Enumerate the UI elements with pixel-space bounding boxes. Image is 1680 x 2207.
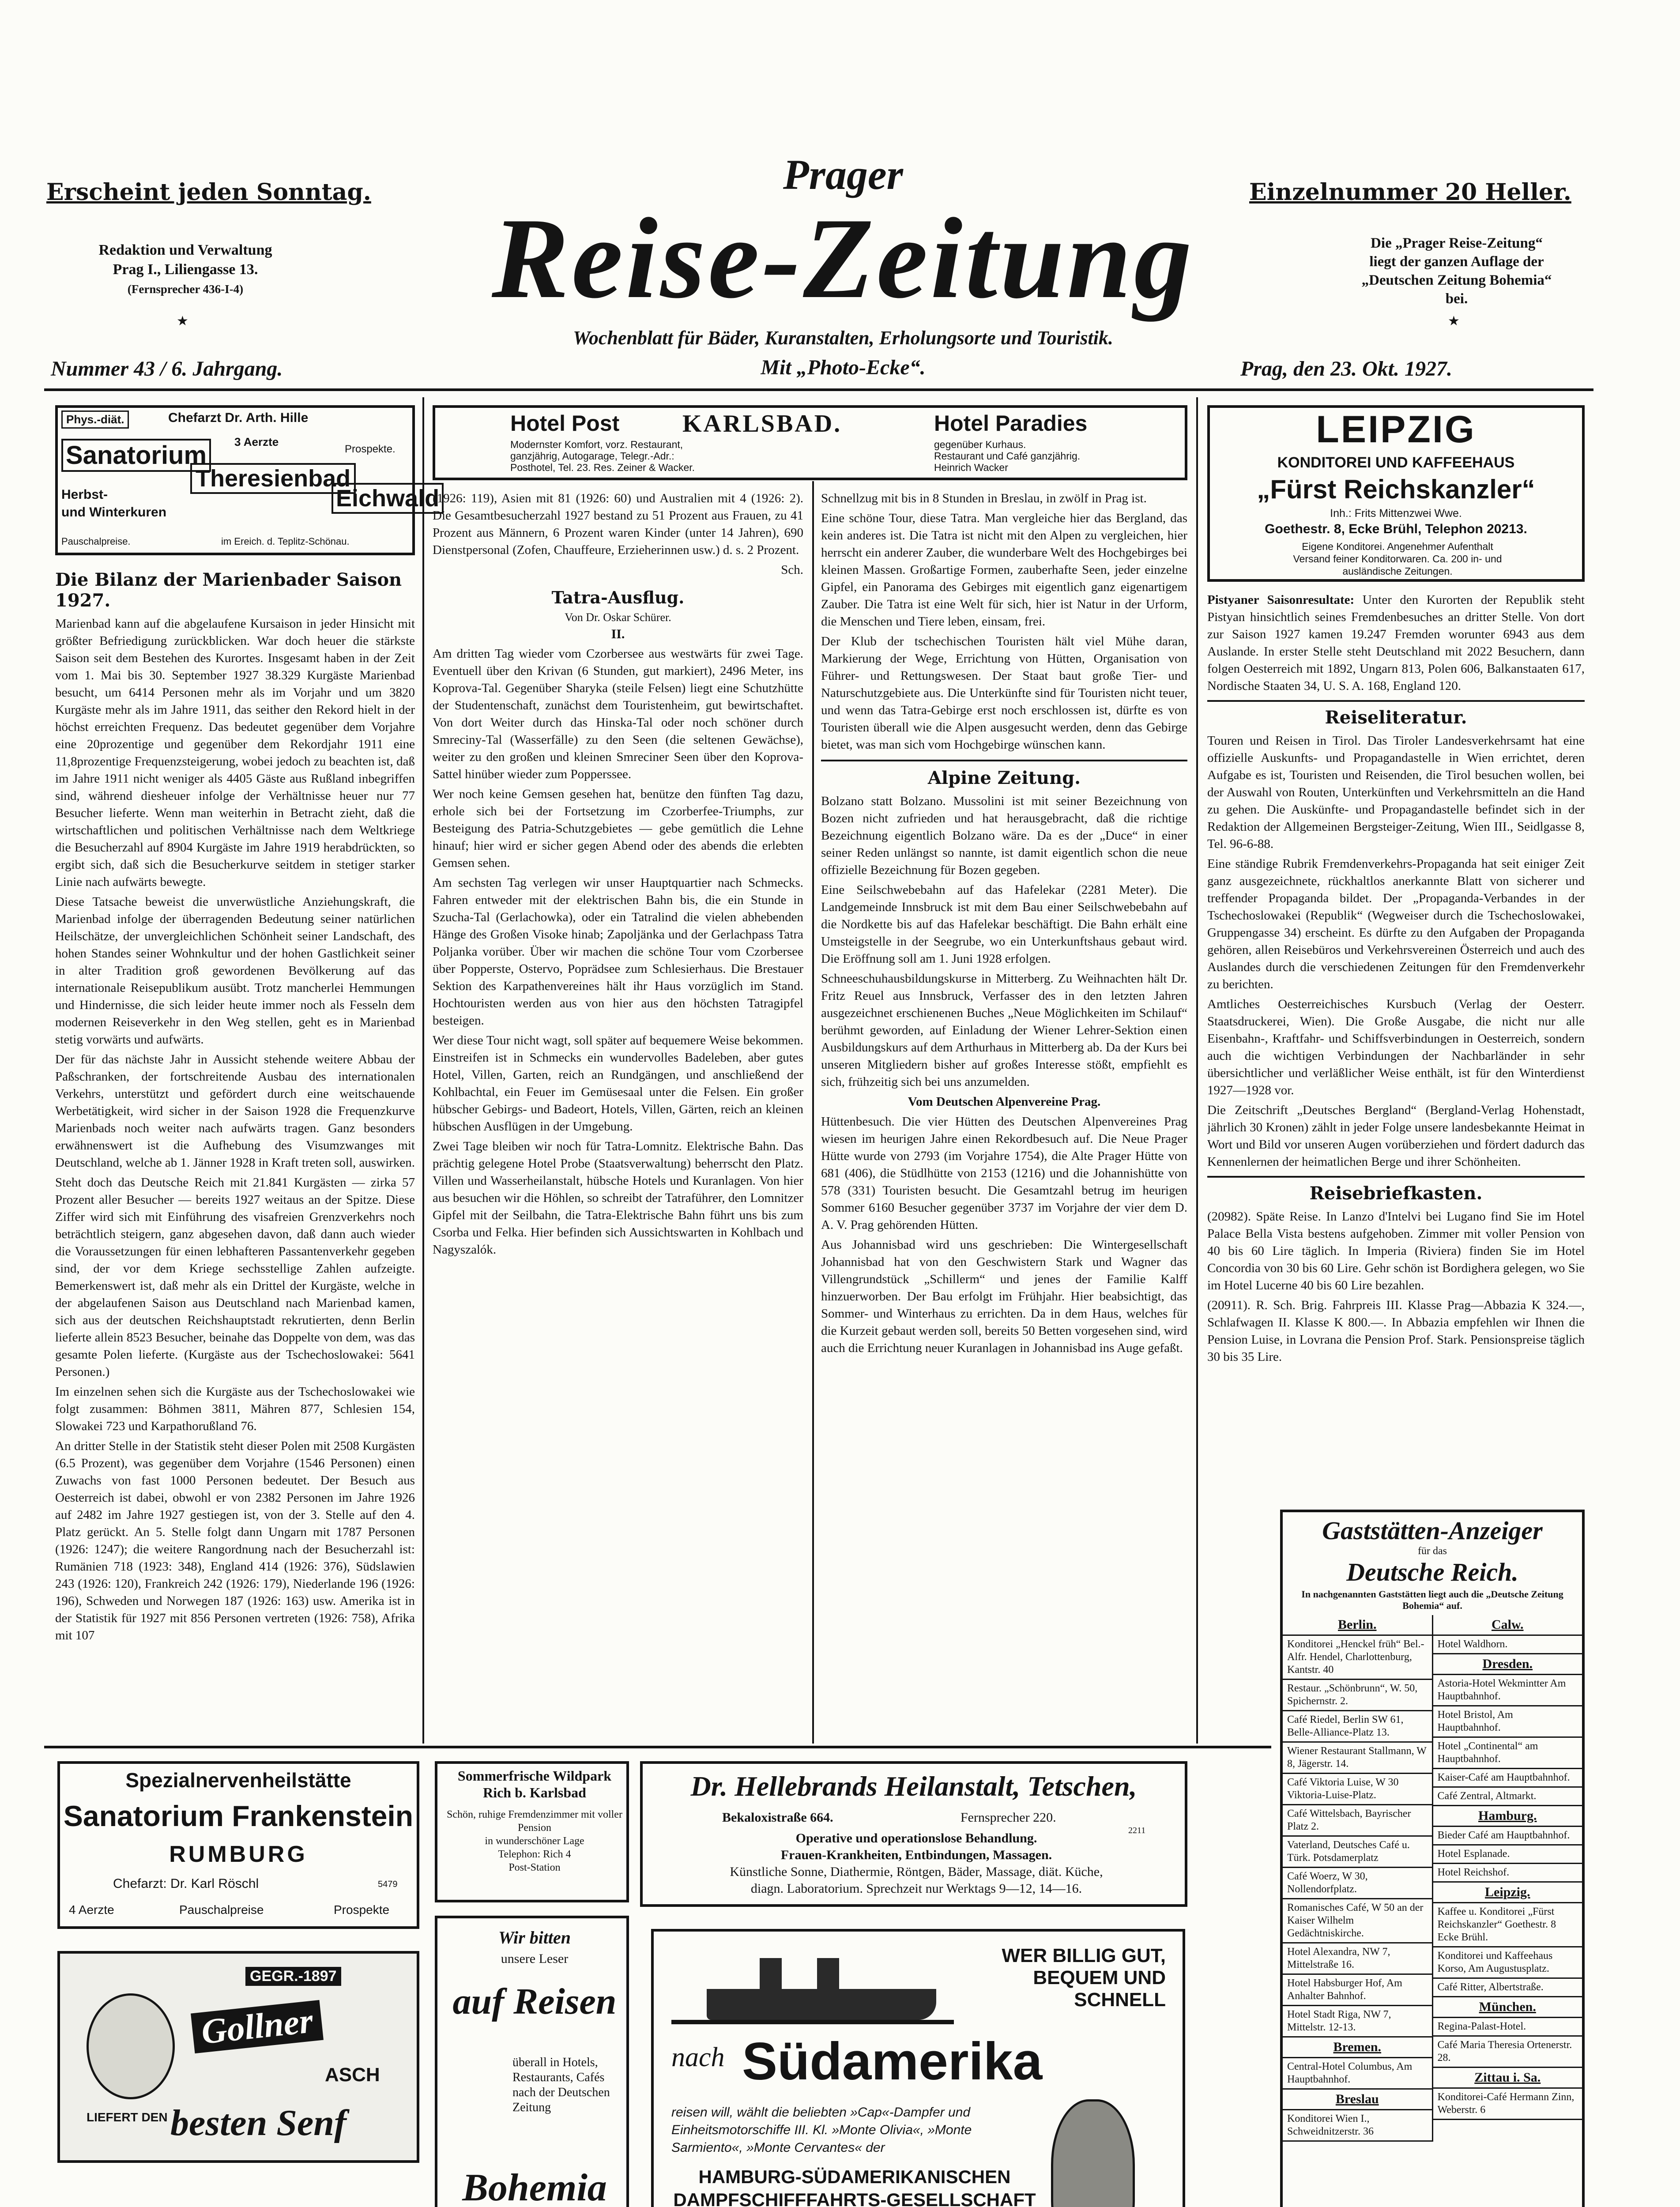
- gast-entry: Hotel Bristol, Am Hauptbahnhof.: [1433, 1706, 1582, 1738]
- address-line: (Fernsprecher 436-I-4): [127, 282, 244, 296]
- inline-heading: Pistyaner Saisonresultate:: [1207, 593, 1355, 607]
- gast-city-heading: Leipzig.: [1433, 1883, 1582, 1903]
- ad-hille-sanatorium: [55, 405, 440, 555]
- gast-entry: Hotel Waldhorn.: [1433, 1636, 1582, 1654]
- paragraph: Eine schöne Tour, diese Tatra. Man vergleiche hier das Bergland, das kein anderes ist. Die Tatra ist nicht mit den Alpen zu vergleichen, hier herrscht ein anderer Zauber, die wunderbare Welt des Hochgebirges bei kleinen Massen. Großartige Formen, zauberhafte Seen, jeder einzelne Gipfel, ein Panorama des Gebirges mit eigentlich ganz eigenartigem Zauber. Die Tatra ist eine Welt für sich, hier ist Natur in der Urform, die Menschen und Tiere leben, einsam, frei.: [821, 511, 1187, 629]
- ad-line: Posthotel, Tel. 23. Res. Zeiner & Wacker.: [510, 462, 695, 473]
- gast-entry: Hotel Esplanade.: [1433, 1845, 1582, 1864]
- ad-gollner-since: GEGR.-1897: [245, 1967, 341, 1986]
- gast-entry: Hotel Alexandra, NW 7, Mittelstraße 16.: [1283, 1943, 1432, 1975]
- gast-entry: Astoria-Hotel Wekmintter Am Hauptbahnhof.: [1433, 1675, 1582, 1706]
- ad-wildpark-lines: [442, 1808, 627, 1874]
- gast-entry: Kaffee u. Konditorei „Fürst Reichskanzler“ Goethestr. 8 Ecke Brühl.: [1433, 1903, 1582, 1947]
- ad-hotel-post-text-right: [934, 439, 1080, 473]
- paragraph: Am dritten Tag wieder vom Czorbersee aus westwärts für zwei Tage. Eventuell über den Krivan (6 Stunden, gut markiert), 2496 Meter, ins Koprova-Tal. Gegenüber Sharyka (steile Felsen) liegt eine Schutzhütte der Studentenschaft, zunächst dem Touristenheim, gut bewirtschaftet. Von dort Weiter durch das Hinska-Tal oder noch schöner durch Smreciny-Tal (Wasserfälle) zu den Seen (die seltenen Gewächse), weiter zu den großen und kleinen Smreciner Seen über den Koprova-Sattel hinüber wieder zum Popperssee.: [433, 647, 803, 781]
- ship-icon: [671, 1958, 954, 2024]
- note-line: Die „Prager Reise-Zeitung“: [1371, 235, 1543, 251]
- ad-bohemia-t4: überall in Hotels, Restaurants, Cafés nach der Deutschen Zeitung: [512, 2056, 610, 2114]
- ad-hellebrand: [640, 1761, 1187, 1907]
- gast-reich: Deutsche Reich.: [1346, 1558, 1518, 1586]
- ad-leipzig-title: LEIPZIG: [1316, 408, 1476, 451]
- column-divider: [812, 481, 814, 1744]
- gast-entry: Bieder Café am Hauptbahnhof.: [1433, 1827, 1582, 1845]
- lit-body: [1207, 732, 1585, 1171]
- ad-hell-lines: [652, 1830, 1181, 1897]
- brief-body: [1207, 1208, 1585, 1366]
- gast-entry: Hotel Reichshof.: [1433, 1864, 1582, 1883]
- note-line: liegt der ganzen Auflage der: [1369, 254, 1544, 270]
- gast-note: In nachgenannten Gaststätten liegt auch die „Deutsche Zeitung Bohemia“ auf.: [1301, 1589, 1563, 1611]
- ad-line: Sarmiento«, »Monte Cervantes« der: [671, 2140, 885, 2155]
- ad-line: Künstliche Sonne, Diathermie, Röntgen, Bäder, Massage, diät. Küche,: [730, 1864, 1103, 1879]
- ad-line: Modernster Komfort, vorz. Restaurant,: [510, 439, 683, 450]
- gast-entry: Café Zentral, Altmarkt.: [1433, 1788, 1582, 1806]
- star-left: ★: [177, 313, 188, 329]
- right-note: [1333, 234, 1580, 308]
- left-top-line: Erscheint jeden Sonntag.: [46, 179, 371, 206]
- issue-number: Nummer 43 / 6. Jahrgang.: [51, 357, 283, 380]
- paragraph: Schneeschuhausbildungskurse in Mitterberg. Zu Weihnachten hält Dr. Fritz Reuel aus Innsbruck, Verfasser des in den letzten Jahren ausgezeichnet erschienenen Buches „Neue Möglichkeiten im Schilauf“ berühmt geworden, auf Einladung der Wiener Lehrer-Sektion einen Ausbildungskurs auf dem Arthurhaus in Mitterberg ab. Da der Kurs bei unseren Mitgliedern bisher auf großes Interesse stößt, empfiehlt es sich, frühzeitig sich bei uns anzumelden.: [821, 972, 1187, 1089]
- ad-bohemia-t1: Wir bitten: [498, 1928, 571, 1947]
- ad-frank-place: RUMBURG: [169, 1842, 308, 1867]
- gast-fuer: für das: [1418, 1545, 1447, 1557]
- gast-entry: Restaur. „Schönbrunn“, W. 50, Spichernstr. 2.: [1283, 1680, 1432, 1711]
- paragraph: Eine Seilschwebebahn auf das Hafelekar (2281 Meter). Die Landgemeinde Innsbruck ist mit dem Bau einer Seilschwebebahn auf die Nordkette bis auf das Hafelekar beschäftigt. Die Bahn erhält eine Umsteigstelle in der Seegrube, wo ein Unterkunftshaus gebaut wird. Die Eröffnung soll am 1. Juni 1928 erfolgen.: [821, 883, 1187, 966]
- gast-entry: Hotel „Continental“ am Hauptbahnhof.: [1433, 1738, 1582, 1769]
- paragraph: Aus Johannisbad wird uns geschrieben: Die Wintergesellschaft Johannisbad hat von den Geschwistern Stark und Wagner das Villengrundstück „Schillerm“ und jenes der Familie Kalff hinzuerworben. Der Bau erfolgt im Frühjahr. Hier beabsichtigt, das Sommer- und Winterhaus zu errichten. Da in dem Haus, welches für die Kurzeit gebaut werden soll, bereits 50 Betten vorgesehen sind, wird auch die Errichtung neuer Kuranlagen in Johannisbad ins Auge gefaßt.: [821, 1238, 1187, 1355]
- paragraph: Schnellzug mit bis in 8 Stunden in Breslau, in zwölf in Prag ist.: [821, 491, 1147, 505]
- gast-city-heading: Dresden.: [1433, 1654, 1582, 1675]
- ad-hell-num: 2211: [1128, 1826, 1146, 1835]
- subheading: Vom Deutschen Alpenvereine Prag.: [908, 1095, 1101, 1109]
- ad-hille-prospekte: Prospekte.: [345, 443, 396, 455]
- ad-line: Operative und operationslose Behandlung.: [795, 1831, 1037, 1845]
- ad-sued-company: HAMBURG-SÜDAMERIKANISCHEN DAMPFSCHIFFFAHRTS-GESELLSCHAFT: [673, 2166, 1036, 2207]
- alpine-body: [821, 793, 1187, 1357]
- ad-line: Telephon: Rich 4: [498, 1849, 571, 1860]
- tatra-author: Von Dr. Oskar Schürer.: [565, 611, 671, 624]
- ad-frank-price: Pauschalpreise: [179, 1903, 264, 1917]
- ad-leipzig-lines: [1219, 540, 1576, 577]
- ad-frank-num: 5479: [378, 1879, 398, 1889]
- paragraph: Die Zeitschrift „Deutsches Bergland“ (Bergland-Verlag Hohenstadt, jährlich 30 Kronen) zählt in jeder Folge unsere landesbekannte Heimat in Wort und Bild vor unseren Augen vorüberziehen und fördert dadurch das Kennenlernen der heimatlichen Berge und ihrer Schönheiten.: [1207, 1103, 1585, 1169]
- ad-line: gegenüber Kurhaus.: [934, 439, 1026, 450]
- column-4: [1207, 591, 1585, 1501]
- gast-city-heading: Calw.: [1433, 1615, 1582, 1636]
- gast-city-heading: Berlin.: [1283, 1615, 1432, 1636]
- ad-leipzig-cafe: [1207, 405, 1585, 582]
- gast-column-right: [1433, 1615, 1582, 2142]
- ad-bohemia-t2: unsere Leser: [501, 1951, 569, 1966]
- paragraph: Marienbad kann auf die abgelaufene Kursaison in jeder Hinsicht mit größter Befriedigung zurückblicken. War doch heuer die stärkste Saison seit dem Bestehen des Kurortes. Insgesamt haben in der Zeit vom 1. Mai bis 30. September 1927 38.329 Kurgäste Marienbad besucht, um 6414 Personen mehr als im Vorjahr und um 3820 Kurgäste mehr als im Jahre 1911, das seither den Rekord hielt in der höchst erreichten Frequenz. Das bedeutet gegenüber dem Vorjahre eine 20prozentige und gegenüber dem Rekordjahr 1911 eine 11,8prozentige Frequenzsteigerung, wobei jedoch zu beachten ist, daß im Jahre 1911 nicht weniger als 4405 Gäste aus Rußland inbegriffen sind, während diesheuer infolge der Verhältnisse heuer nur 77 Besucher lieferte. Wenn man weiterhin in Betracht zieht, daß die wirtschaftlichen und politischen Verhältnisse nach dem Weltkriege die Besucherzahl auf 8904 Kurgäste im Jahre 1919 herabdrückten, so ergibt sich, daß sich die Besucherkurve seitdem in stetiger starker Linie nach aufwärts bewegte.: [55, 617, 415, 889]
- article-marienbad: [55, 569, 415, 1739]
- section-rule: [44, 1746, 1271, 1748]
- paragraph: (20982). Späte Reise. In Lanzo d'Intelvi bei Lugano find Sie im Hotel Palace Bella Vista bestens aufgehoben. Zimmer mit voller Pension von 40 bis 60 Lire täglich. In Imperia (Riviera) finden Sie im Hotel Concordia von 30 bis 60 Lire. Gehr schön ist Bordighera gelegen, wo Sie im Hotel Lucerne 40 bis 60 Lire bezahlen.: [1207, 1209, 1585, 1292]
- address-line: Prag I., Liliengasse 13.: [113, 261, 258, 278]
- paragraph: Eine ständige Rubrik Fremdenverkehrs-Propaganda hat seit einiger Zeit ganz ausgezeichnete, rückhaltlos anerkannte Blatt von sicherer und treffender Propaganda bildet. Der „Propaganda-Verbandes in der Tschechoslowakei (Republik“ (Wegweiser durch die Tschechoslowakei, Gruppengasse 34) erscheint. Es dürfte zu den Aufgaben der Propaganda gehören, allen Reisebüros und Verkehrsvereinen Österreich und auch des Auslandes durch die verschiedenen Zeitungen für den Fremdenverkehr zu berichten.: [1207, 857, 1585, 991]
- ad-bohemia-t5: Bohemia: [462, 2166, 607, 2207]
- article-title: Die Bilanz der Marienbader Saison 1927.: [55, 569, 402, 611]
- gast-entry: Café Ritter, Albertstraße.: [1433, 1979, 1582, 1997]
- ad-frank-prosp: Prospekte: [334, 1903, 390, 1917]
- ad-leipzig-sub: KONDITOREI UND KAFFEEHAUS: [1277, 454, 1515, 471]
- ad-line: Frauen-Krankheiten, Entbindungen, Massagen.: [780, 1848, 1052, 1862]
- column-3: [821, 490, 1187, 1739]
- gaststaetten-anzeiger: [1280, 1510, 1585, 2207]
- paragraph: (1926: 119), Asien mit 81 (1926: 60) und Australien mit 4 (1926: 2). Die Gesamtbesucherzahl 1927 bestand zu 51 Prozent aus Frauen, zu 41 Prozent aus Männern, 6 Prozent waren Kinder (unter 14 Jahren), 690 Dienstpersonal (Zofen, Chauffeure, Erzieherinnen usw.) d. s. 2 Prozent.: [433, 491, 803, 557]
- star-right: ★: [1448, 313, 1460, 329]
- tatra-body: [433, 645, 803, 1258]
- paragraph: Im einzelnen sehen sich die Kurgäste aus der Tschechoslowakei wie folgt zusammen: Böhmen 3811, Mähren 877, Schlesien 154, Slowakei 723 und Karpathorußland 76.: [55, 1385, 415, 1433]
- ad-bohemia-t3: auf Reisen: [452, 1981, 617, 2022]
- paragraph: Wer noch keine Gemsen gesehen hat, benütze den fünften Tag dazu, erhole sich bei der Fortsetzung im Czorberfee-Triumphs, zur Besteigung des Patria-Schutzgebietes — gebe gemütlich die Lehne hinauf; hier wird er sicher gegen Abend oder des abends die erlebten Gemsen sehen.: [433, 787, 803, 870]
- ad-frank-top: Spezialnervenheilstätte: [125, 1769, 351, 1792]
- ad-hotel-post: [433, 405, 1187, 480]
- ad-line: Post-Station: [509, 1862, 561, 1873]
- column-divider: [1196, 397, 1198, 1744]
- column-2-top: [433, 490, 803, 579]
- ad-leipzig-name: „Fürst Reichskanzler“: [1257, 475, 1535, 504]
- ad-frank-chief: Chefarzt: Dr. Karl Röschl: [113, 1876, 259, 1891]
- mascot-face-icon: [87, 1993, 175, 2099]
- ad-hell-addr: Bekaloxistraße 664.: [722, 1810, 833, 1825]
- gast-entry: Café Woerz, W 30, Nollendorfplatz.: [1283, 1868, 1432, 1899]
- ad-sued-title: Südamerika: [742, 2032, 1043, 2091]
- gast-entry: Café Wittelsbach, Bayrischer Platz 2.: [1283, 1805, 1432, 1837]
- section-rule: [1207, 700, 1585, 702]
- masthead-subtitle: Wochenblatt für Bäder, Kuranstalten, Erholungsorte und Touristik.: [573, 327, 1113, 349]
- tatra-part: II.: [611, 627, 625, 641]
- gast-city-heading: München.: [1433, 1997, 1582, 2018]
- ad-sued-lines: [671, 2104, 1033, 2157]
- ad-line: Heinrich Wacker: [934, 462, 1008, 473]
- masthead-title: Reise-Zeitung: [492, 194, 1194, 322]
- parrot-icon: [1051, 2099, 1135, 2207]
- ad-hille-sanatorium-label: Sanatorium: [61, 439, 211, 472]
- gast-entry: Konditorei „Henckel früh“ Bel.-Alfr. Hendel, Charlottenburg, Kantstr. 40: [1283, 1636, 1432, 1680]
- paragraph: Der Klub der tschechischen Touristen hält viel Mühe daran, Markierung der Wege, Errichtung von Hütten, Organisation von Führer- und Rettungswesen. Der Staat baut große Tier- und Naturschutzgebiete aus. Die Unterkünfte sind für Touristen nicht teuer, und wenn das Tatra-Gebirge erst noch erschlossen ist, dürfte es von Touristen überall wie die Alpen ausgesucht werden, denn das Gebirge bietet, was man sich vom Hochgebirge wünschen kann.: [821, 634, 1187, 752]
- tatra-title: Tatra-Ausflug.: [551, 588, 685, 607]
- section-rule: [821, 760, 1187, 761]
- ad-wildpark-title: Sommerfrische Wildpark Rich b. Karlsbad: [457, 1768, 612, 1800]
- ad-hille-doctors: 3 Aerzte: [234, 435, 279, 448]
- ad-hille-line1: Phys.-diät.: [61, 411, 129, 429]
- ad-hell-phone: Fernsprecher 220.: [961, 1810, 1056, 1825]
- ad-line: ausländische Zeitungen.: [1342, 565, 1453, 577]
- ad-gollner-senf: [57, 1951, 419, 2163]
- ad-hell-title: Dr. Hellebrands Heilanstalt, Tetschen,: [690, 1770, 1137, 1802]
- ad-wildpark: [435, 1761, 629, 1902]
- gast-entry: Café Maria Theresia Ortenerstr. 28.: [1433, 2037, 1582, 2068]
- gast-entry: Wiener Restaurant Stallmann, W 8, Jägerstr. 14.: [1283, 1743, 1432, 1774]
- ad-frank-title: Sanatorium Frankenstein: [63, 1800, 414, 1832]
- alpine-title: Alpine Zeitung.: [927, 768, 1081, 788]
- paragraph: An dritter Stelle in der Statistik steht dieser Polen mit 2508 Kurgästen (6.5 Prozent), was gegenüber dem Vorjahre (1546 Personen) einen Zuwachs von fast 1000 Personen bedeutet. Der Besuch aus Oesterreich ist dabei, obwohl er von 2382 Personen im Jahre 1926 auf 2482 im Jahre 1927 gestiegen ist, von der 3. Stelle auf den 4. Platz gerückt. An 5. Stelle folgt dann Ungarn mit 1787 Personen (1926: 1247); die weitere Rangordnung nach der Besucherzahl ist: Rumänien 718 (1923: 348), England 414 (1926: 376), Südslawien 243 (1926: 120), Frankreich 242 (1926: 179), Niederlande 196 (1926: 196), Schweden und Norwegen 187 (1926: 163) usw. Amerika ist in der Statistik für 1927 mit 856 Personen vertreten (1926: 758), Afrika mit 107: [55, 1439, 415, 1642]
- gast-entry: Hotel Habsburger Hof, Am Anhalter Bahnhof.: [1283, 1975, 1432, 2006]
- gast-entry: Regina-Palast-Hotel.: [1433, 2018, 1582, 2037]
- paragraph: Bolzano statt Bolzano. Mussolini ist mit seiner Bezeichnung von Bozen nicht zufrieden und hat herausgebracht, daß die richtige Bezeichnung eigentlich Bolzano wäre. Da es der „Duce“ in einer seiner Reden unlängst so nannte, ist damit eigentlich schon die neue offizielle Bezeichnung für Bozen gegeben.: [821, 794, 1187, 877]
- paragraph: Am sechsten Tag verlegen wir unser Hauptquartier nach Schmecks. Fahren entweder mit der elektrischen Bahn bis, die ein Stunde in Szucha-Tal (Gerlachowka), oder ein Tatralind die vielen abhebenden Hänge des Großen Visoke hinab; Zapoljänka und der Gerlachpass Tatra Poljanka vorüber. Über wir machen die schöne Tour vom Czorbersee über Popperste, Ostervo, Poprädsee zum Schlesierhaus. Die Brestauer Sektion des Karpathenvereines hält ihr Haus vorzüglich im Stand. Hochtouristen werden aus von hier aus den höchsten Tatragipfel besteigen.: [433, 876, 803, 1028]
- gast-table: [1283, 1615, 1582, 2142]
- note-line: bei.: [1445, 291, 1468, 307]
- note-line: „Deutschen Zeitung Bohemia“: [1361, 272, 1552, 288]
- paragraph: Amtliches Oesterreichisches Kursbuch (Verlag der Oesterr. Staatsdruckerei, Wien). Die Große Ausgabe, die nicht nur alle Eisenbahn-, Kraftfahr- und Schiffsverbindungen in Oesterreich, sondern auch die wichtigen Verbindungen der Nachbarländer in sehr übersichtlicher und verläßlicher Weise enthält, ist für den Winterdienst 1927—1928 vor.: [1207, 997, 1585, 1097]
- gast-entry: Vaterland, Deutsches Café u. Türk. Potsdamerplatz: [1283, 1837, 1432, 1868]
- ad-gollner-slogan1: LIEFERT DEN: [87, 2110, 168, 2124]
- gast-city-heading: Bremen.: [1283, 2038, 1432, 2058]
- ad-leipzig-address: Goethestr. 8, Ecke Brühl, Telephon 20213.: [1265, 522, 1527, 536]
- column-2: [433, 490, 803, 1739]
- ad-hille-bereich: im Ereich. d. Teplitz-Schönau.: [221, 536, 350, 547]
- gast-entry: Konditorei-Café Hermann Zinn, Weberstr. 6: [1433, 2089, 1582, 2120]
- gast-entry: Kaiser-Café am Hauptbahnhof.: [1433, 1769, 1582, 1788]
- ad-hille-pausch: Pauschalpreise.: [61, 536, 131, 547]
- gast-entry: Konditorei und Kaffeehaus Korso, Am Augustusplatz.: [1433, 1947, 1582, 1979]
- ad-line: Einheitsmotorschiffe III. Kl. »Monte Olivia«, »Monte: [671, 2123, 972, 2137]
- ad-hotel-post-left: Hotel Post: [510, 411, 620, 436]
- ad-line: Restaurant und Café ganzjährig.: [934, 450, 1081, 462]
- paragraph: (20911). R. Sch. Brig. Fahrpreis III. Klasse Prag—Abbazia K 324.—, Schlafwagen II. Klasse K 800.—. In Abbazia empfehlen wir Ihnen die Pension Luise, in Lovrana die Pension Prof. Stark. Pensionspreise täglich 30 bis 35 Lire.: [1207, 1298, 1585, 1364]
- column-divider: [422, 397, 424, 1744]
- gast-entry: Hotel Stadt Riga, NW 7, Mittelstr. 12-13.: [1283, 2006, 1432, 2038]
- paragraph: Diese Tatsache beweist die unverwüstliche Anziehungskraft, die Marienbad infolge der überragenden Bedeutung seiner natürlichen Heilschätze, der unvergleichlichen Schönheit seiner Landschaft, des hohen Standes seiner Wohnkultur und der hohen Gastlichkeit seiner in alter Tradition groß gewordenen Bevölkerung auf das internationale Reisepublikum ausübt. Trotz mancherlei Hemmungen und Hindernisse, die sich leider heute immer noch als Fesseln dem modernen Reiseverkehr in den Weg stellen, geht es in Marienbad stetig vorwärts und aufwärts.: [55, 895, 415, 1047]
- ad-line: in wunderschöner Lage: [485, 1835, 584, 1847]
- section-rule: [1207, 1176, 1585, 1178]
- masthead-rule: [44, 388, 1593, 391]
- signature: Sch.: [781, 563, 803, 577]
- ad-line: Versand feiner Konditorwaren. Ca. 200 in- und: [1293, 553, 1502, 565]
- ad-sanatorium-frankenstein: [57, 1761, 419, 1929]
- ad-line: diagn. Laboratorium. Sprechzeit nur Werktags 9—12, 14—16.: [750, 1881, 1082, 1896]
- paragraph: Wer diese Tour nicht wagt, soll später auf bequemere Weise bekommen. Einstreifen ist in Schmecks ein wundervolles Badeleben, aber gutes Hotel, Villen, Garten, reich an Rundgängen, und anschließend der Kohlbachtal, ein Feuer im Gemüsesaal unter die Felsen. Ein großer hübscher Gebirgs- und Badeort, Hotels, Villen, Gärten, reich an kleinen hübschen Ausflügen in der Umgebung.: [433, 1033, 803, 1134]
- paragraph: Touren und Reisen in Tirol. Das Tiroler Landesverkehrsamt hat eine offizielle Auskunfts- und Propagandastelle in Wien errichtet, deren Aufgabe es ist, Touristen und Reisenden, die Tirol besuchen wollen, bei der Auswahl von Routen, Unterkünften und Verkehrsmitteln an die Hand zu gehen. Die Auskünfte- und Propagandastelle befindet sich in der Redaktion der Allgemeinen Bergsteiger-Zeitung, Wien III., Seidlgasse 8, Tel. 96-6-88.: [1207, 734, 1585, 851]
- ad-hille-theresienbad: Theresienbad: [190, 463, 356, 494]
- gast-entry: Romanisches Café, W 50 an der Kaiser Wilhelm Gedächtniskirche.: [1283, 1899, 1432, 1943]
- ad-line: Eigene Konditorei. Angenehmer Aufenthalt: [1302, 541, 1493, 552]
- issue-date: Prag, den 23. Okt. 1927.: [1240, 357, 1452, 380]
- address-line: Redaktion und Verwaltung: [98, 242, 272, 258]
- ad-hotel-post-text: [510, 439, 695, 473]
- pistyan-block: [1207, 591, 1585, 695]
- ad-hille-chief: Chefarzt Dr. Arth. Hille: [168, 411, 309, 425]
- paragraph: Zwei Tage bleiben wir noch für Tatra-Lomnitz. Elektrische Bahn. Das prächtig gelegene Hotel Probe (Staatsverwaltung) beherrscht den Platz. Villen und Wasserheilanstalt, hübsche Hotels und Kuranlagen. Von hier aus besuchen wir die Höhlen, so schreibt der Tatraführer, den Lomnitzer Gipfel mit der Seilbahn, die Tatra-Elektrische Bahn führt uns bis zum Csorba und Felka. Hier befinden sich Aussichtswarten in Kohlbach und Nagyszalók.: [433, 1139, 803, 1257]
- paragraph-text: Unter den Kurorten der Republik steht Pistyan hinsichtlich seines Fremdenbesuches an dritter Stelle. Von dort zur Saison 1927 kamen 19.247 Fremden worunter 6943 aus dem Auslande. In erster Stelle steht Deutschland mit 2022 Besuchern, dann folgen Oesterreich mit 1892, Ungarn 813, Polen 606, Balkanstaaten 617, Nordische Staaten 34, U. S. A. 168, England 120.: [1207, 593, 1585, 693]
- gast-city-heading: Hamburg.: [1433, 1806, 1582, 1827]
- gast-entry: Café Riedel, Berlin SW 61, Belle-Alliance-Platz 13.: [1283, 1711, 1432, 1743]
- gast-title: Gaststätten-Anzeiger: [1322, 1516, 1543, 1545]
- gast-city-heading: Breslau: [1283, 2090, 1432, 2110]
- paragraph: Steht doch das Deutsche Reich mit 21.841 Kurgästen — zirka 57 Prozent aller Besucher — bereits 1927 weitaus an der Spitze. Diese Ziffer wird sich mit Einführung des visafreien Grenzverkehrs noch beträchtlich steigern, ganz abgesehen davon, daß dann auch wieder die Voraussetzungen für einen lebhafteren Passantenverkehr gegeben sind, der vor dem Kriege sechsstellige Zahlen aufzeigte. Bemerkenswert ist, daß mehr als ein Drittel der Kurgäste, welche in der abgelaufenen Saison aus Deutschland nach Marienbad kamen, sich aus der deutschen Reichshauptstadt rekrutierten, denn Berlin lieferte allein 8523 Besucher, beinahe das Doppelte von dem, was das gesamte Polen lieferte. (Kurgäste aus der Tschechoslowakei: 5641 Personen.): [55, 1175, 415, 1379]
- masthead-pre-title: Prager: [783, 151, 903, 198]
- paragraph: Der für das nächste Jahr in Aussicht stehende weitere Abbau der Paßschranken, der fortschreitende Ausbau des internationalen Verkehrs, unterstützt und gefördert durch eine weitschauende Werbetätigkeit, wird sicher in der Saison 1928 die Frequenzkurve Marienbads noch weiter nach aufwärts tragen. Ganz besonders erwähnenswert ist die Aufhebung des Visumzwanges mit Deutschland, welche ab 1. Jänner 1928 in Kraft treten soll, auswirken.: [55, 1052, 415, 1170]
- ad-line: ganzjährig, Autogarage, Telegr.-Adr.:: [510, 450, 674, 462]
- ad-gollner-slogan2: besten Senf: [170, 2102, 347, 2143]
- masthead-subtitle2: Mit „Photo-Ecke“.: [761, 356, 926, 379]
- ad-hille-herbst: Herbst-: [61, 487, 108, 502]
- ad-sued-nach: nach: [671, 2042, 725, 2072]
- ad-frank-doctors: 4 Aerzte: [69, 1903, 114, 1917]
- ad-hille-winterkuren: und Winterkuren: [61, 505, 167, 520]
- gast-entry: Konditorei Wien I., Schweidnitzerstr. 36: [1283, 2110, 1432, 2142]
- brief-title: Reisebriefkasten.: [1309, 1183, 1483, 1204]
- ad-suedamerika: [651, 1929, 1185, 2207]
- ad-gollner-brand: Gollner: [191, 2000, 324, 2053]
- gast-city-heading: Zittau i. Sa.: [1433, 2068, 1582, 2089]
- ad-hotel-post-center: KARLSBAD.: [682, 410, 842, 437]
- gast-column-left: [1283, 1615, 1433, 2142]
- column-3-top: [821, 490, 1187, 753]
- left-address: [66, 241, 305, 299]
- lit-title: Reiseliteratur.: [1325, 707, 1467, 728]
- paragraph: Hüttenbesuch. Die vier Hütten des Deutschen Alpenvereines Prag wiesen im heurigen Jahre einen Rekordbesuch auf. Die Neue Prager Hütte wurde von 2793 (im Vorjahre 1754), die Alte Prager Hütte von 681 (406), die Stüdlhütte von 2153 (1216) und die Johannishütte von 578 (331) Touristen besucht. Die Gesamtzahl betrug im heurigen Sommer 6160 Besucher gegenüber 3737 im Vorjahre der vier dem D. A. V. Prag gehörenden Hütten.: [821, 1115, 1187, 1232]
- ad-line: reisen will, wählt die beliebten »Cap«-Dampfer und: [671, 2105, 971, 2120]
- paragraph: [1207, 591, 1585, 695]
- ad-line: Schön, ruhige Fremdenzimmer mit voller Pension: [447, 1809, 622, 1834]
- gast-entry: Central-Hotel Columbus, Am Hauptbahnhof.: [1283, 2058, 1432, 2090]
- ad-gollner-city: ASCH: [325, 2064, 380, 2086]
- right-top-line: Einzelnummer 20 Heller.: [1249, 179, 1571, 206]
- ad-hotel-post-right: Hotel Paradies: [934, 411, 1088, 436]
- ad-hille-eichwald: Eichwald: [331, 483, 444, 514]
- ad-bohemia-reisen: [435, 1916, 629, 2207]
- gast-entry: Café Viktoria Luise, W 30 Viktoria-Luise-Platz.: [1283, 1774, 1432, 1805]
- ad-leipzig-owner: Inh.: Frits Mittenzwei Wwe.: [1330, 507, 1462, 520]
- article-body: [55, 615, 415, 1644]
- ad-sued-top: WER BILLIG GUT, BEQUEM UND SCHNELL: [1002, 1945, 1166, 2011]
